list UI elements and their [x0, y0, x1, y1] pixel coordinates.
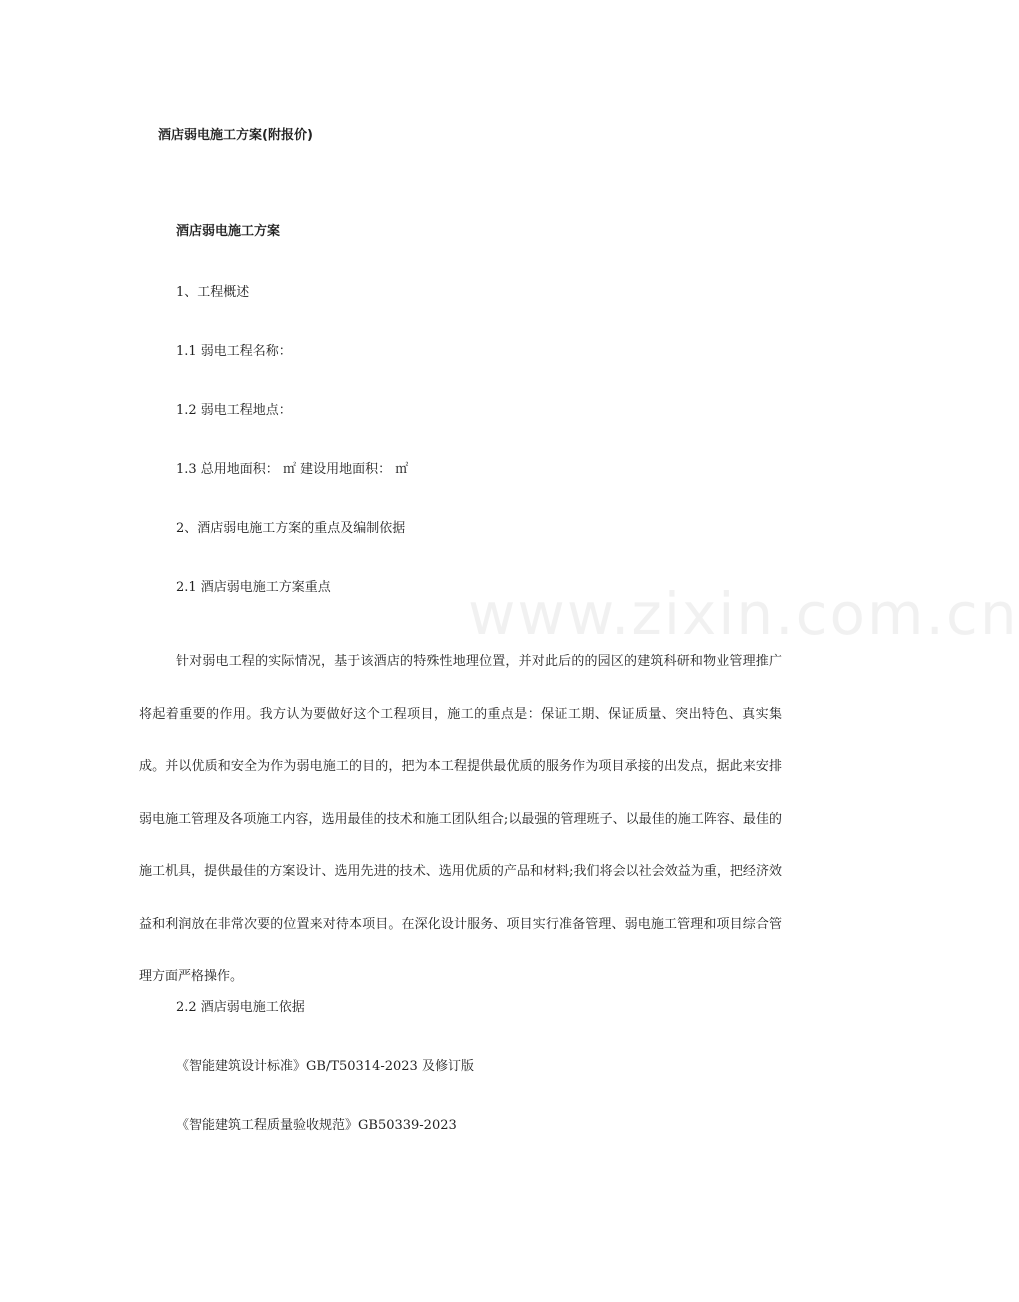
- watermark: www.zixin.com.cn: [468, 580, 1019, 648]
- document-title: 酒店弱电施工方案(附报价): [158, 128, 313, 143]
- item-1-2: 1.2 弱电工程地点：: [176, 403, 292, 418]
- section-heading: 酒店弱电施工方案: [176, 224, 281, 239]
- item-2-2: 2.2 酒店弱电施工依据: [176, 1000, 305, 1015]
- item-2-1: 2.1 酒店弱电施工方案重点: [176, 580, 331, 595]
- reference-1: 《智能建筑设计标准》GB/T50314-2023 及修订版: [176, 1059, 474, 1074]
- item-1-1: 1.1 弱电工程名称：: [176, 344, 292, 359]
- body-paragraph: 针对弱电工程的实际情况，基于该酒店的特殊性地理位置，并对此后的的园区的建筑科研和物业管理推广将起着重要的作用。我方认为要做好这个工程项目，施工的重点是：保证工期、保证质量、突出特色、真实集成。并以优质和安全为作为弱电施工的目的，把为本工程提供最优质的服务作为项目承接的出发点，据此来安排弱电施工管理及各项施工内容，选用最佳的技术和施工团队组合;以最强的管理班子、以最佳的施工阵容、最佳的施工机具，提供最佳的方案设计、选用先进的技术、选用优质的产品和材料;我们将会以社会效益为重，把经济效益和利润放在非常次要的位置来对待本项目。在深化设计服务、项目实行准备管理、弱电施工管理和项目综合管理方面严格操作。: [139, 654, 782, 984]
- reference-2: 《智能建筑工程质量验收规范》GB50339-2023: [176, 1118, 457, 1133]
- section-2-heading: 2、酒店弱电施工方案的重点及编制依据: [176, 521, 406, 536]
- item-1-3: 1.3 总用地面积： ㎡ 建设用地面积： ㎡: [176, 462, 409, 477]
- section-1-heading: 1、工程概述: [176, 285, 250, 300]
